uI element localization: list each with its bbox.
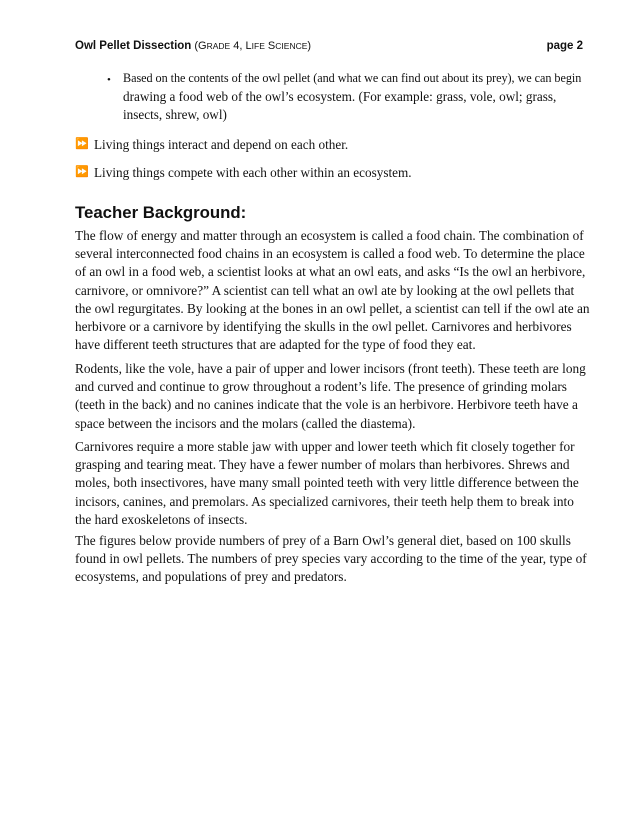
paragraph [75,438,585,529]
bullet-item [75,137,575,155]
header-title-rade: RADE [206,41,231,51]
paragraph [75,227,590,354]
paragraph-line: the hard exoskeletons of insects. [75,511,248,527]
double-arrow-icon: ⏩ [75,165,89,178]
header-title-close: ) [307,40,312,52]
paragraph-line: Rodents, like the vole, have a pair of upper and lower incisors (front teeth). These teeth are long [75,361,586,376]
page-number: page 2 [546,40,583,52]
paragraph-line: have different teeth structures that are adapted for the type of food they eat. [75,337,476,353]
paragraph [75,360,585,433]
paragraph-line: herbivore or a carnivore by identifying the skulls in the owl pellet. Carnivores and herbivores [75,318,572,334]
double-arrow-icon: ⏩ [75,137,89,150]
paragraph-line: found in owl pellets. The numbers of prey species vary according to the time of the year, type of [75,551,587,567]
header-title-ife: IFE [251,41,265,51]
paragraph-line: incisors, canines, and premolars. As specialized carnivores, their teeth help them to break into [75,493,574,509]
header-title-main: Owl Pellet Dissection [75,40,192,52]
header-title-mid: 4, L [230,40,252,52]
sub-bullet-line: Based on the contents of the owl pellet (and what we can find out about its prey), we can begin [123,71,582,85]
page-header [75,40,583,56]
paragraph-line: (teeth in the back) and no canines indicate that the vole is an herbivore. Herbivore teeth have a [75,397,578,413]
bullet-item [75,165,575,183]
paragraph-line: grasping and tearing meat. They have a fewer number of molars than herbivores. Shrews and [75,457,570,473]
paragraph-line: several interconnected food chains in an ecosystem is called a food web. To determine the place [75,246,585,262]
section-heading: Teacher Background: [75,203,247,222]
paragraph-line: moles, both insectivores, have many small pointed teeth with very little difference between the [75,475,579,491]
header-title-open: (G [191,40,207,52]
paragraph-line: space between the incisors and the molars (called the diastema). [75,415,416,431]
paragraph-line: The figures below provide numbers of prey of a Barn Owl’s general diet, based on 100 skulls [75,533,571,548]
paragraph-line: carnivore, or omnivore?” A scientist can tell what an owl ate by looking at the owl pellets that [75,282,575,298]
paragraph [75,532,585,587]
bullet-dot-icon: • [107,74,111,86]
bullet-text: Living things compete with each other within an ecosystem. [94,165,412,180]
sub-bullet-line: drawing a food web of the owl’s ecosystem. (For example: grass, vole, owl; grass, [123,89,557,104]
header-title [75,40,311,52]
paragraph-line: Carnivores require a more stable jaw with upper and lower teeth which fit closely together for [75,439,575,454]
sub-bullet-line: insects, shrew, owl) [123,107,227,122]
paragraph-line: ecosystems, and populations of prey and predators. [75,569,347,585]
paragraph-line: of an owl in a food web, a scientist looks at what an owl eats, and asks “Is the owl an herbivore, [75,264,586,280]
paragraph-line: The flow of energy and matter through an ecosystem is called a food chain. The combination of [75,228,584,243]
header-title-s: S [264,40,276,52]
header-title-cience: CIENCE [275,41,308,51]
paragraph-line: the owl regurgitates. By looking at the bones in an owl pellet, a scientist can tell if the owl ate an [75,300,590,316]
paragraph-line: and curved and continue to grow throughout a rodent’s life. The presence of grinding molars [75,379,567,395]
bullet-text: Living things interact and depend on each other. [94,137,349,152]
